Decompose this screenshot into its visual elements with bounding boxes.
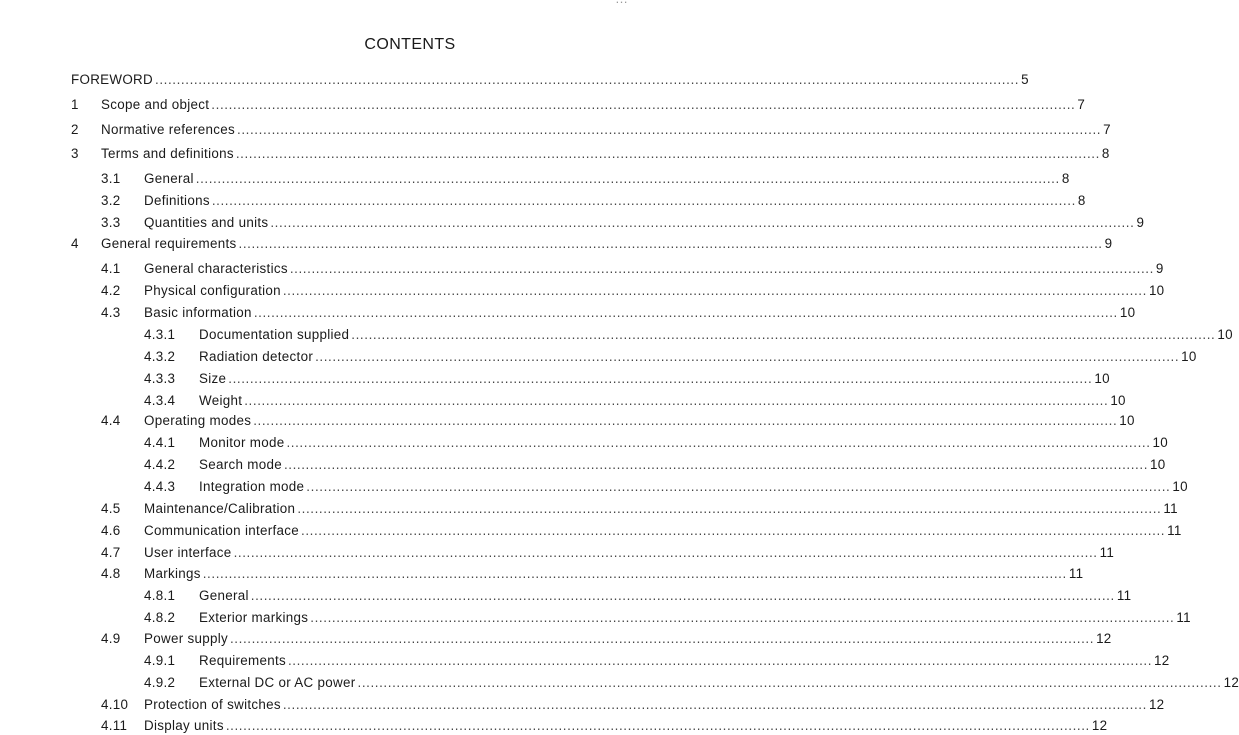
toc-page-number: 7 xyxy=(1077,97,1086,112)
toc-dot-leader: ........................................................................................................................................................................................................ xyxy=(315,349,1180,364)
toc-entry-number: 4.5 xyxy=(101,501,121,516)
toc-dot-leader: ........................................................................................................................................................................................................ xyxy=(253,413,1118,428)
toc-entry[interactable] xyxy=(101,696,1165,714)
toc-dot-leader: ........................................................................................................................................................................................................ xyxy=(301,523,1166,538)
toc-page-number: 12 xyxy=(1091,718,1108,733)
toc-entry-number: 4.8.2 xyxy=(144,610,176,625)
toc-entry[interactable] xyxy=(71,235,1113,253)
toc-entry-title: Search mode xyxy=(199,457,282,472)
toc-entry[interactable] xyxy=(144,326,1233,344)
toc-entry-title: Definitions xyxy=(144,193,210,208)
toc-entry[interactable] xyxy=(101,412,1135,430)
toc-entry-title: Weight xyxy=(199,393,243,408)
toc-entry[interactable] xyxy=(144,370,1110,388)
toc-entry-title: Scope and object xyxy=(101,97,210,112)
toc-entry-title: Quantities and units xyxy=(144,215,269,230)
toc-dot-leader: ........................................................................................................................................................................................................ xyxy=(225,718,1090,733)
toc-dot-leader: ........................................................................................................................................................................................................ xyxy=(211,193,1076,208)
toc-entry[interactable] xyxy=(144,674,1239,692)
toc-page-number: 12 xyxy=(1148,697,1165,712)
toc-page-number: 8 xyxy=(1061,171,1070,186)
toc-entry-number: 2 xyxy=(71,122,79,137)
toc-entry-number: 3.2 xyxy=(101,193,121,208)
toc-page-number: 11 xyxy=(1068,566,1084,581)
toc-page-number: 8 xyxy=(1101,146,1110,161)
toc-page-number: 9 xyxy=(1155,261,1164,276)
toc-entry-number: 4.8.1 xyxy=(144,588,176,603)
toc-entry[interactable] xyxy=(71,121,1111,139)
toc-entry-number: 4.11 xyxy=(101,718,128,733)
toc-page-number: 10 xyxy=(1110,393,1126,408)
toc-entry[interactable] xyxy=(101,522,1182,540)
toc-entry[interactable] xyxy=(71,96,1086,114)
toc-page-number: 10 xyxy=(1152,435,1169,450)
toc-entry[interactable] xyxy=(144,478,1188,496)
toc-entry-title: External DC or AC power xyxy=(199,675,356,690)
toc-entry-title: Markings xyxy=(144,566,201,581)
toc-page-number: 8 xyxy=(1077,193,1086,208)
toc-entry-number: 4.4 xyxy=(101,413,121,428)
toc-entry-title: Communication interface xyxy=(144,523,300,538)
toc-dot-leader: ........................................................................................................................................................................................................ xyxy=(253,305,1118,320)
toc-entry-number: 4.4.2 xyxy=(144,457,176,472)
toc-entry-number: 1 xyxy=(71,97,79,112)
toc-entry[interactable] xyxy=(101,260,1164,278)
toc-page-number: 11 xyxy=(1176,610,1191,625)
toc-entry-title: Protection of switches xyxy=(144,697,281,712)
toc-entry[interactable] xyxy=(71,71,1029,89)
toc-entry-number: 4.9 xyxy=(101,631,121,646)
toc-entry-title: Power supply xyxy=(144,631,228,646)
toc-page-number: 9 xyxy=(1104,236,1113,251)
toc-page-number: 10 xyxy=(1119,305,1136,320)
toc-entry-number: 4.9.2 xyxy=(144,675,176,690)
toc-page-number: 12 xyxy=(1154,653,1170,668)
toc-page-number: 10 xyxy=(1094,371,1110,386)
toc-dot-leader: ........................................................................................................................................................................................................ xyxy=(244,393,1109,408)
toc-dot-leader: ........................................................................................................................................................................................................ xyxy=(310,610,1175,625)
toc-entry-title: General xyxy=(144,171,194,186)
toc-entry-number: 4.6 xyxy=(101,523,121,538)
toc-page-number: 11 xyxy=(1099,545,1115,560)
toc-page-number: 12 xyxy=(1223,675,1239,690)
toc-entry[interactable] xyxy=(144,456,1166,474)
toc-dot-leader: ........................................................................................................................................................................................................ xyxy=(202,566,1067,581)
toc-entry[interactable] xyxy=(101,630,1112,648)
toc-entry[interactable] xyxy=(144,652,1170,670)
toc-entry-number: 4.3 xyxy=(101,305,121,320)
toc-page-number: 11 xyxy=(1116,588,1132,603)
toc-entry[interactable] xyxy=(144,392,1126,410)
toc-entry-title: Monitor mode xyxy=(199,435,285,450)
toc-dot-leader: ........................................................................................................................................................................................................ xyxy=(297,501,1162,516)
toc-dot-leader: ........................................................................................................................................................................................................ xyxy=(211,97,1076,112)
toc-dot-leader: ........................................................................................................................................................................................................ xyxy=(195,171,1060,186)
toc-entry-title: User interface xyxy=(144,545,232,560)
toc-dot-leader: ........................................................................................................................................................................................................ xyxy=(235,146,1100,161)
toc-dot-leader: ........................................................................................................................................................................................................ xyxy=(283,457,1149,472)
toc-entry-number: 4.10 xyxy=(101,697,129,712)
toc-entry-title: FOREWORD xyxy=(71,72,153,87)
toc-page-number: 10 xyxy=(1181,349,1197,364)
toc-entry-title: Physical configuration xyxy=(144,283,281,298)
toc-entry-number: 4.4.1 xyxy=(144,435,176,450)
toc-page-number: 12 xyxy=(1096,631,1112,646)
toc-dot-leader: ........................................................................................................................................................................................................ xyxy=(229,631,1095,646)
toc-page-number: 11 xyxy=(1163,501,1178,516)
toc-dot-leader: ........................................................................................................................................................................................................ xyxy=(250,588,1115,603)
toc-entry[interactable] xyxy=(144,348,1197,366)
toc-entry-number: 4.3.2 xyxy=(144,349,176,364)
toc-dot-leader: ........................................................................................................................................................................................................ xyxy=(282,697,1147,712)
toc-page-number: 7 xyxy=(1103,122,1111,137)
toc-page-number: 5 xyxy=(1021,72,1029,87)
toc-page-number: 10 xyxy=(1119,413,1135,428)
toc-dot-leader: ........................................................................................................................................................................................................ xyxy=(286,435,1151,450)
toc-entry[interactable] xyxy=(101,214,1145,232)
toc-entry-title: Requirements xyxy=(199,653,286,668)
toc-dot-leader: ........................................................................................................................................................................................................ xyxy=(282,283,1147,298)
toc-entry-number: 4.3.4 xyxy=(144,393,176,408)
toc-entry-title: Basic information xyxy=(144,305,252,320)
toc-entry-title: Terms and definitions xyxy=(101,146,234,161)
toc-entry-title: Maintenance/Calibration xyxy=(144,501,296,516)
toc-dot-leader: ........................................................................................................................................................................................................ xyxy=(238,236,1103,251)
toc-entry-number: 4.1 xyxy=(101,261,121,276)
toc-dot-leader: ........................................................................................................................................................................................................ xyxy=(351,327,1216,342)
toc-entry-number: 4.4.3 xyxy=(144,479,176,494)
toc-page-number: 10 xyxy=(1172,479,1188,494)
toc-dot-leader: ........................................................................................................................................................................................................ xyxy=(287,653,1153,668)
toc-entry[interactable] xyxy=(144,434,1169,452)
toc-dot-leader: ........................................................................................................................................................................................................ xyxy=(228,371,1093,386)
toc-entry-title: Documentation supplied xyxy=(199,327,350,342)
toc-entry-number: 3.3 xyxy=(101,215,121,230)
toc-entry-number: 4.8 xyxy=(101,566,121,581)
toc-page-number: 10 xyxy=(1217,327,1233,342)
toc-entry-number: 3.1 xyxy=(101,171,121,186)
toc-entry[interactable] xyxy=(71,145,1110,163)
toc-dot-leader: ........................................................................................................................................................................................................ xyxy=(237,122,1102,137)
toc-entry[interactable] xyxy=(101,500,1178,518)
toc-entry[interactable] xyxy=(101,304,1136,322)
toc-page-number: 11 xyxy=(1167,523,1182,538)
toc-entry-number: 4.7 xyxy=(101,545,121,560)
toc-dot-leader: ........................................................................................................................................................................................................ xyxy=(289,261,1154,276)
toc-dot-leader: ........................................................................................................................................................................................................ xyxy=(155,72,1020,87)
toc-entry-title: General xyxy=(199,588,249,603)
toc-entry-title: Size xyxy=(199,371,227,386)
toc-entry[interactable] xyxy=(144,587,1132,605)
toc-entry-number: 4 xyxy=(71,236,79,251)
toc-page-number: 9 xyxy=(1136,215,1145,230)
toc-entry[interactable] xyxy=(101,170,1070,188)
page-title: CONTENTS xyxy=(364,36,456,53)
toc-dot-leader: ........................................................................................................................................................................................................ xyxy=(306,479,1171,494)
toc-entry-number: 3 xyxy=(71,146,79,161)
toc-dot-leader: ........................................................................................................................................................................................................ xyxy=(233,545,1098,560)
toc-entry[interactable] xyxy=(101,717,1108,735)
toc-dot-leader: ........................................................................................................................................................................................................ xyxy=(357,675,1222,690)
toc-entry[interactable] xyxy=(101,282,1165,300)
toc-entry-number: 4.2 xyxy=(101,283,121,298)
toc-dot-leader: ........................................................................................................................................................................................................ xyxy=(270,215,1135,230)
toc-entry[interactable] xyxy=(101,565,1084,583)
toc-page-number: 10 xyxy=(1150,457,1166,472)
toc-entry[interactable] xyxy=(101,192,1086,210)
toc-entry-title: Radiation detector xyxy=(199,349,314,364)
toc-entry-title: Operating modes xyxy=(144,413,252,428)
toc-entry-title: Integration mode xyxy=(199,479,305,494)
toc-entry-title: Display units xyxy=(144,718,224,733)
toc-entry-number: 4.3.3 xyxy=(144,371,176,386)
toc-entry-number: 4.3.1 xyxy=(144,327,176,342)
toc-entry-title: Exterior markings xyxy=(199,610,309,625)
toc-entry-title: General characteristics xyxy=(144,261,288,276)
toc-entry[interactable] xyxy=(144,609,1191,627)
toc-entry-title: General requirements xyxy=(101,236,237,251)
toc-page-number: 10 xyxy=(1148,283,1165,298)
toc-entry-title: Normative references xyxy=(101,122,236,137)
toc-entry-number: 4.9.1 xyxy=(144,653,176,668)
toc-entry[interactable] xyxy=(101,544,1115,562)
